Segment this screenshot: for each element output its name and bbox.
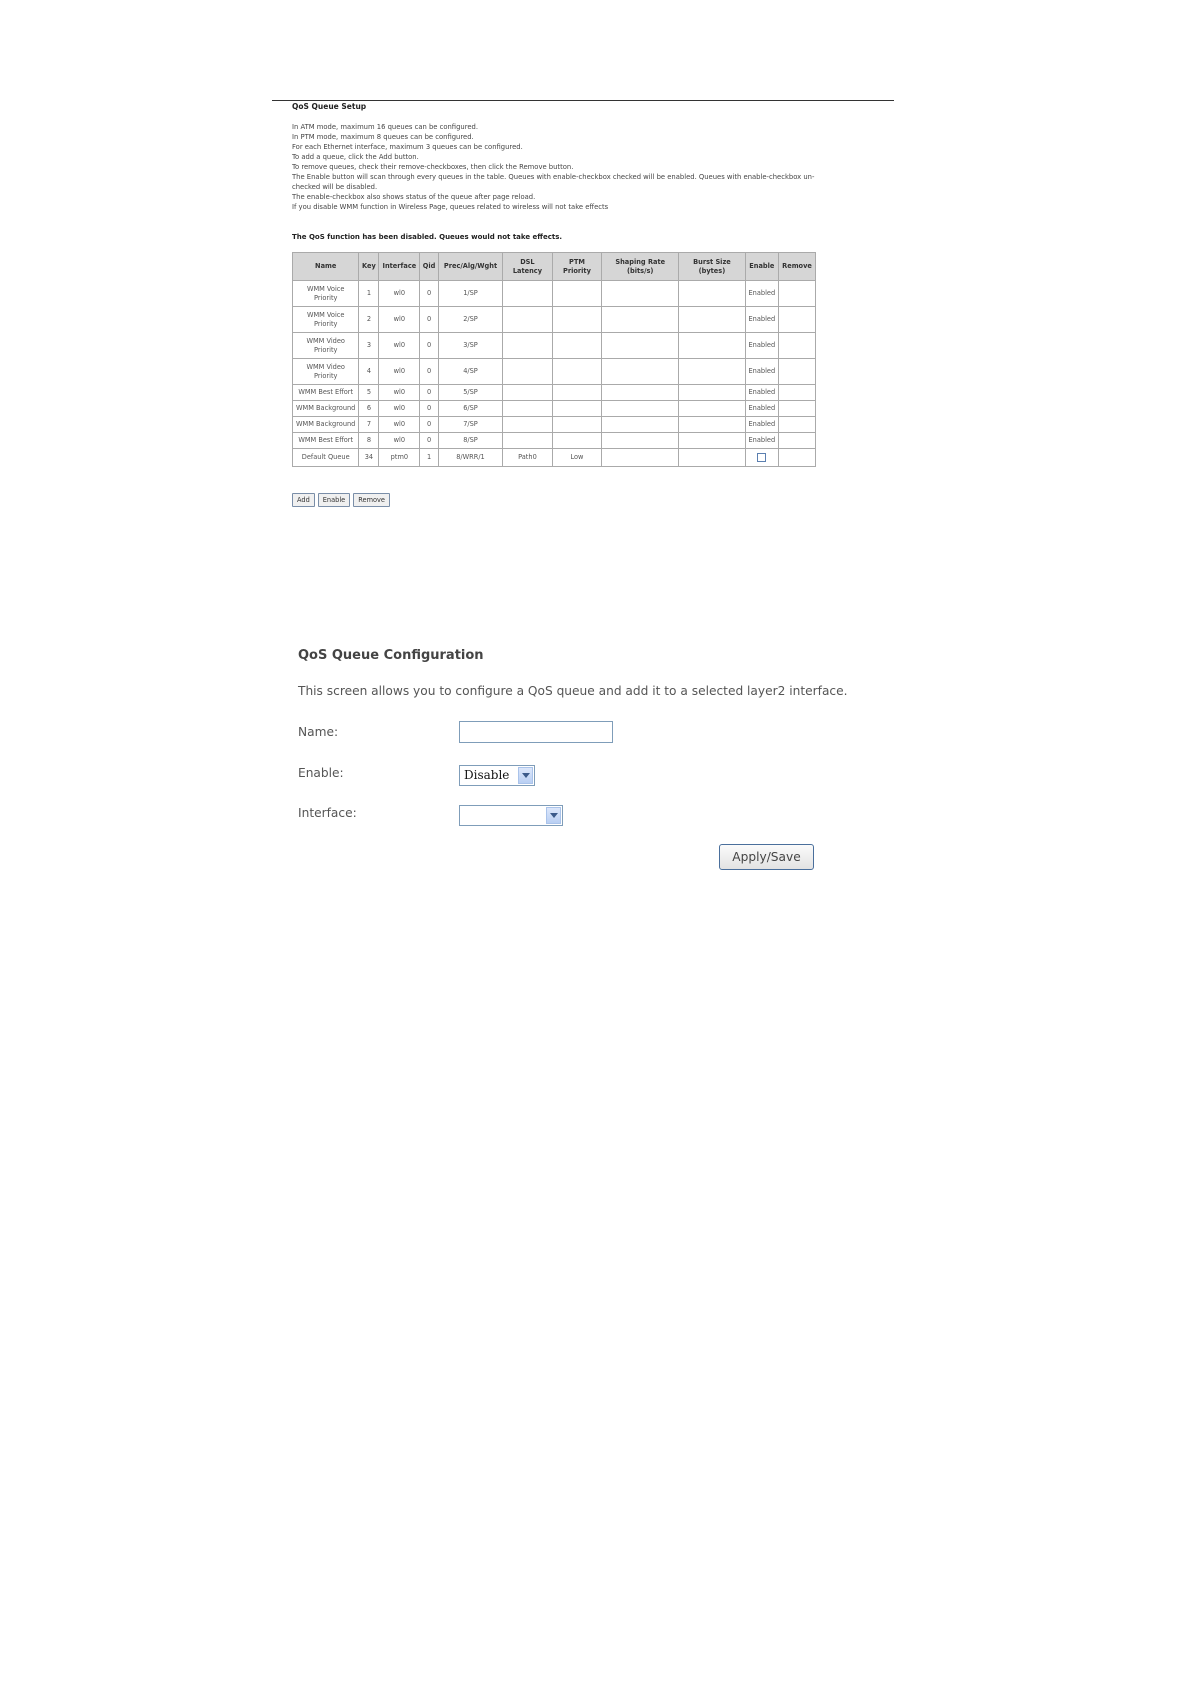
table-row bbox=[293, 433, 816, 449]
cell-name: WMM Voice Priority bbox=[293, 307, 359, 333]
cell-interface: wl0 bbox=[379, 307, 420, 333]
interface-select[interactable] bbox=[459, 805, 563, 826]
cell-enable: Enabled bbox=[745, 401, 778, 417]
table-row bbox=[293, 281, 816, 307]
cell-burst-size bbox=[679, 401, 745, 417]
top-divider bbox=[272, 100, 894, 101]
cell-ptm-priority bbox=[552, 385, 602, 401]
qos-disabled-warning: The QoS function has been disabled. Queues would not take effects. bbox=[292, 233, 563, 241]
add-button[interactable]: Add bbox=[292, 493, 315, 507]
table-row bbox=[293, 401, 816, 417]
cell-name: WMM Voice Priority bbox=[293, 281, 359, 307]
cell-ptm-priority: Low bbox=[552, 449, 602, 467]
cell-remove bbox=[779, 333, 816, 359]
col-header-name: Name bbox=[293, 253, 359, 281]
cell-interface: wl0 bbox=[379, 281, 420, 307]
cell-prec: 1/SP bbox=[438, 281, 502, 307]
cell-enable: Enabled bbox=[745, 281, 778, 307]
cell-dsl-latency bbox=[503, 417, 553, 433]
cell-burst-size bbox=[679, 333, 745, 359]
cell-remove bbox=[779, 433, 816, 449]
cell-enable: Enabled bbox=[745, 433, 778, 449]
cell-interface: wl0 bbox=[379, 385, 420, 401]
cell-key: 6 bbox=[359, 401, 379, 417]
cell-shaping-rate bbox=[602, 433, 679, 449]
info-line: The Enable button will scan through every queues in the table. Queues with enable-checkbox checked will be enabled. Queues with enable-checkbox un-checked will be disabled. bbox=[292, 173, 815, 191]
enable-checkbox[interactable] bbox=[757, 453, 766, 462]
cell-name: WMM Best Effort bbox=[293, 385, 359, 401]
cell-ptm-priority bbox=[552, 281, 602, 307]
col-header-shaping-rate: Shaping Rate (bits/s) bbox=[602, 253, 679, 281]
cell-dsl-latency: Path0 bbox=[503, 449, 553, 467]
info-line: For each Ethernet interface, maximum 3 queues can be configured. bbox=[292, 143, 523, 151]
table-row bbox=[293, 449, 816, 467]
cell-qid: 0 bbox=[420, 333, 439, 359]
col-header-prec: Prec/Alg/Wght bbox=[438, 253, 502, 281]
cell-qid: 1 bbox=[420, 449, 439, 467]
cell-interface: wl0 bbox=[379, 433, 420, 449]
cell-burst-size bbox=[679, 449, 745, 467]
cell-remove bbox=[779, 401, 816, 417]
col-header-key: Key bbox=[359, 253, 379, 281]
cell-enable: Enabled bbox=[745, 359, 778, 385]
name-label: Name: bbox=[298, 725, 339, 739]
cell-name: Default Queue bbox=[293, 449, 359, 467]
cell-key: 7 bbox=[359, 417, 379, 433]
enable-button[interactable]: Enable bbox=[318, 493, 350, 507]
cell-remove bbox=[779, 449, 816, 467]
cell-burst-size bbox=[679, 281, 745, 307]
cell-prec: 4/SP bbox=[438, 359, 502, 385]
name-input[interactable] bbox=[459, 721, 613, 743]
cell-interface: ptm0 bbox=[379, 449, 420, 467]
table-row bbox=[293, 333, 816, 359]
cell-prec: 8/WRR/1 bbox=[438, 449, 502, 467]
cell-shaping-rate bbox=[602, 281, 679, 307]
col-header-dsl-latency: DSL Latency bbox=[503, 253, 553, 281]
cell-enable bbox=[745, 449, 778, 467]
cell-enable: Enabled bbox=[745, 307, 778, 333]
cell-burst-size bbox=[679, 307, 745, 333]
cell-key: 1 bbox=[359, 281, 379, 307]
cell-qid: 0 bbox=[420, 385, 439, 401]
cell-prec: 2/SP bbox=[438, 307, 502, 333]
enable-select-value: Disable bbox=[464, 768, 510, 782]
info-line: The enable-checkbox also shows status of the queue after page reload. bbox=[292, 193, 536, 201]
info-line: In PTM mode, maximum 8 queues can be configured. bbox=[292, 133, 474, 141]
cell-interface: wl0 bbox=[379, 401, 420, 417]
cell-name: WMM Background bbox=[293, 417, 359, 433]
table-row bbox=[293, 385, 816, 401]
cell-name: WMM Best Effort bbox=[293, 433, 359, 449]
cell-dsl-latency bbox=[503, 359, 553, 385]
remove-button[interactable]: Remove bbox=[353, 493, 390, 507]
cell-ptm-priority bbox=[552, 417, 602, 433]
queue-table bbox=[292, 252, 816, 467]
cell-name: WMM Background bbox=[293, 401, 359, 417]
setup-title: QoS Queue Setup bbox=[292, 102, 367, 111]
enable-label: Enable: bbox=[298, 766, 344, 780]
cell-remove bbox=[779, 385, 816, 401]
cell-ptm-priority bbox=[552, 333, 602, 359]
cell-remove bbox=[779, 281, 816, 307]
cell-dsl-latency bbox=[503, 281, 553, 307]
cell-dsl-latency bbox=[503, 333, 553, 359]
cell-dsl-latency bbox=[503, 433, 553, 449]
cell-qid: 0 bbox=[420, 359, 439, 385]
col-header-qid: Qid bbox=[420, 253, 439, 281]
cell-interface: wl0 bbox=[379, 359, 420, 385]
cell-prec: 8/SP bbox=[438, 433, 502, 449]
cell-interface: wl0 bbox=[379, 417, 420, 433]
col-header-remove: Remove bbox=[779, 253, 816, 281]
cell-ptm-priority bbox=[552, 359, 602, 385]
cell-prec: 6/SP bbox=[438, 401, 502, 417]
enable-select[interactable] bbox=[459, 765, 535, 786]
cell-dsl-latency bbox=[503, 401, 553, 417]
cell-prec: 7/SP bbox=[438, 417, 502, 433]
cell-enable: Enabled bbox=[745, 385, 778, 401]
cell-shaping-rate bbox=[602, 449, 679, 467]
cell-shaping-rate bbox=[602, 307, 679, 333]
cell-shaping-rate bbox=[602, 417, 679, 433]
cell-ptm-priority bbox=[552, 307, 602, 333]
cell-key: 8 bbox=[359, 433, 379, 449]
info-line: In ATM mode, maximum 16 queues can be configured. bbox=[292, 123, 479, 131]
setup-info bbox=[292, 122, 832, 212]
info-line: If you disable WMM function in Wireless Page, queues related to wireless will not take effects bbox=[292, 203, 609, 211]
cell-dsl-latency bbox=[503, 385, 553, 401]
cell-key: 5 bbox=[359, 385, 379, 401]
info-line: To remove queues, check their remove-checkboxes, then click the Remove button. bbox=[292, 163, 574, 171]
table-header-row bbox=[293, 253, 816, 281]
apply-save-button[interactable]: Apply/Save bbox=[719, 844, 814, 870]
cell-qid: 0 bbox=[420, 401, 439, 417]
cell-qid: 0 bbox=[420, 417, 439, 433]
cell-shaping-rate bbox=[602, 401, 679, 417]
cell-ptm-priority bbox=[552, 401, 602, 417]
col-header-burst-size: Burst Size (bytes) bbox=[679, 253, 745, 281]
cell-prec: 5/SP bbox=[438, 385, 502, 401]
cell-shaping-rate bbox=[602, 385, 679, 401]
cell-burst-size bbox=[679, 359, 745, 385]
cell-interface: wl0 bbox=[379, 333, 420, 359]
cell-shaping-rate bbox=[602, 359, 679, 385]
table-row bbox=[293, 417, 816, 433]
cell-qid: 0 bbox=[420, 307, 439, 333]
dropdown-arrow-icon[interactable] bbox=[546, 807, 561, 824]
interface-label: Interface: bbox=[298, 806, 357, 820]
cell-burst-size bbox=[679, 417, 745, 433]
cell-key: 3 bbox=[359, 333, 379, 359]
cell-key: 34 bbox=[359, 449, 379, 467]
cell-dsl-latency bbox=[503, 307, 553, 333]
config-description: This screen allows you to configure a QoS queue and add it to a selected layer2 interface. bbox=[298, 684, 848, 698]
cell-key: 4 bbox=[359, 359, 379, 385]
cell-key: 2 bbox=[359, 307, 379, 333]
table-row bbox=[293, 307, 816, 333]
info-line: To add a queue, click the Add button. bbox=[292, 153, 419, 161]
cell-burst-size bbox=[679, 385, 745, 401]
cell-remove bbox=[779, 359, 816, 385]
col-header-enable: Enable bbox=[745, 253, 778, 281]
table-row bbox=[293, 359, 816, 385]
col-header-ptm-priority: PTM Priority bbox=[552, 253, 602, 281]
cell-ptm-priority bbox=[552, 433, 602, 449]
cell-remove bbox=[779, 307, 816, 333]
cell-burst-size bbox=[679, 433, 745, 449]
cell-qid: 0 bbox=[420, 433, 439, 449]
cell-remove bbox=[779, 417, 816, 433]
dropdown-arrow-icon[interactable] bbox=[518, 767, 533, 784]
cell-prec: 3/SP bbox=[438, 333, 502, 359]
cell-enable: Enabled bbox=[745, 333, 778, 359]
cell-qid: 0 bbox=[420, 281, 439, 307]
col-header-interface: Interface bbox=[379, 253, 420, 281]
cell-name: WMM Video Priority bbox=[293, 333, 359, 359]
cell-enable: Enabled bbox=[745, 417, 778, 433]
cell-name: WMM Video Priority bbox=[293, 359, 359, 385]
cell-shaping-rate bbox=[602, 333, 679, 359]
setup-button-row bbox=[292, 493, 390, 507]
config-title: QoS Queue Configuration bbox=[298, 648, 484, 663]
